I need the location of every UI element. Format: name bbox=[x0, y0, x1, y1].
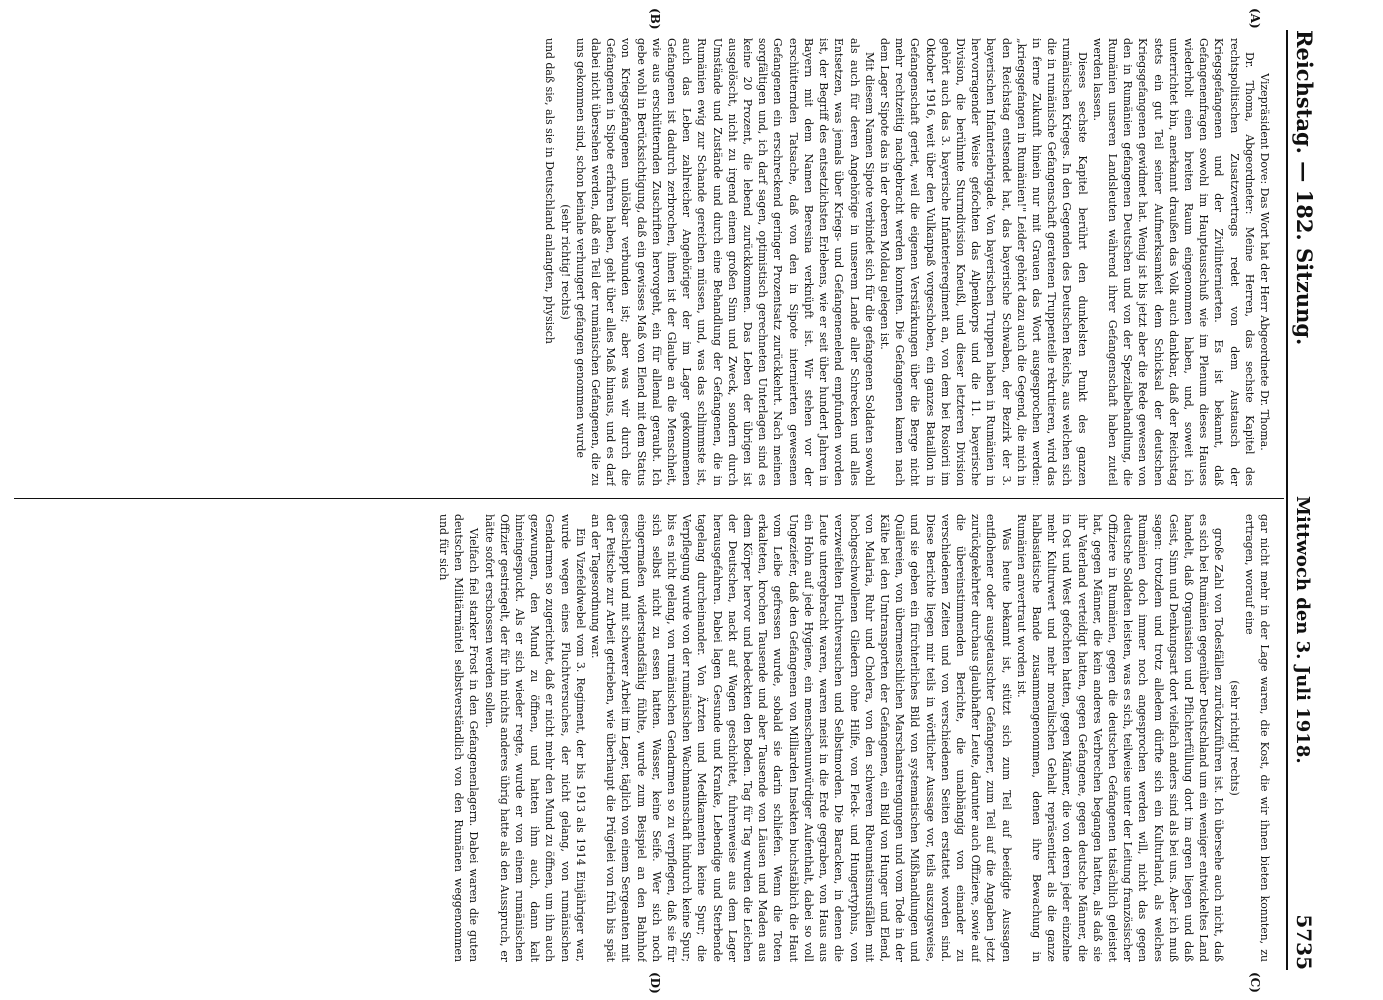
right-column bbox=[22, 514, 1272, 962]
paragraph: Dr. Thoma, Abgeordneter: Meine Herren, das sechste Kapitel des rechtspolitischen Zusatzvertrags redet von dem Austausch der Kriegsgefangenen und der Zivilinternierten. Es ist bekannt, daß Gefangenenfragen sowohl im Hauptausschuß wie im Plenum dieses Hauses wiederholt einen breiten Raum eingenommen haben, und, soweit ich unterrichtet bin, anerkannt draußen das Volk auch dankbar, daß der Reichstag stets ein gut Teil seiner Aufmerksamkeit dem Schicksal der deutschen Kriegsgefangenen gewidmet hat. Wenig ist bis jetzt aber die Rede gewesen von den in Rumänien gefangenen Deutschen und von der Spezialbehandlung, die Rumänien unseren Landsleuten während ihrer Gefangenschaft haben zuteil werden lassen. bbox=[1090, 38, 1256, 486]
paragraph: gar nicht mehr in der Lage waren, die Kost, die wir ihnen bieten konnten, zu ertragen, worauf eine bbox=[1242, 514, 1271, 962]
header-date: Mittwoch den 3. Juli 1918. bbox=[1292, 496, 1313, 764]
paragraph: Vielfach fiel starker Frost in den Gefangenenlagern. Dabei waren die guten deutschen Militärmäntel selbstverständlich von den Rumänen weggenommen und für sich bbox=[437, 514, 481, 962]
page-header bbox=[1286, 30, 1324, 970]
paragraph: Ein Vizefeldwebel vom 3. Regiment, der bis 1913 als 1914 Einjähriger war, wurde wegen eines Fluchtversuches, der nicht gelang, von rumänischen Gendarmen so zugerichtet, daß er nicht mehr den Mund zu öffnen, um ihn auch gezwungen, den Mund zu öffnen, und hatten ihm auch, dann kalt hineingespuckt. Als er sich wieder regte, wurde er von einem rumänischen Offizier gestriegelt, der für ihn nichts anderes übrig hatte als den Ausspruch, er hätte sofort erschossen werden sollen. bbox=[482, 514, 587, 962]
paragraph: Vizepräsident Dove: Das Wort hat der Herr Abgeordnete Dr. Thoma. bbox=[1258, 73, 1271, 451]
paragraph: (sehr richtig! rechts) bbox=[558, 204, 572, 320]
margin-marker-d: (D) bbox=[648, 972, 662, 994]
margin-marker-b: (B) bbox=[648, 8, 662, 30]
margin-marker-a: (A) bbox=[1248, 8, 1262, 29]
left-column bbox=[22, 38, 1272, 486]
paragraph: Was heute bekannt ist, stützt sich zum Teil auf beeidigte Aussagen entflohener oder ausgetauschter Gefangener, zum Teil auf die Angaben jetzt zurückgekehrter durchaus glaubhafter Leute, darunter auch Offiziere, sowie auf die übereinstimmenden Berichte, die unabhängig von einander zu verschiedenen Zeiten und von verschiedenen Seiten erstattet worden sind. Diese Berichte liegen mir teils in wörtlicher Aussage vor, teils auszugsweise, und sie geben ein fürchterliches Bild von systematischen Mißhandlungen und Quälereien, von übermenschlichen Marschanstrengungen und vom Tode in der Kälte bei den Umtransporten der Gefangenen, ein Bild von Hunger und Elend, von Malaria, Ruhr und Cholera, von den schweren Rheumatismusfällen mit hochgeschwollenen Gliedern ohne Hilfe, von Fleck- und Hungertyphus, von verzweifelten Fluchtversuchen und Selbstmorden. Die Baracken, in denen die Leute untergebracht waren, waren meist in die Erde gegraben, von Haus aus ein Hohn auf jede Hygiene, ein menschenunwürdiger Aufenthalt, dabei so voll Ungeziefer, daß den Gefangenen von Milliarden Insekten buchstäblich die Haut vom Leibe gefressen wurde, sobald sie darin schliefen. Wenn die Toten erkalteten, krochen Tausende und aber Tausende von Läusen und Maden aus dem Körper hervor und bedeckten den Boden. Tag für Tag wurden die Leichen der Deutschen, nackt auf Wagen geschichtet, fuhrenweise aus dem Lager herausgefahren. Dabei lagen Gesunde und Kranke, Lebendige und Sterbende tagelang durcheinander. Von Ärzten und Medikamenten keine Spur; die Verpflegung wurde von der rumänischen Wachmannschaft hindurch keine Spur; bis es nicht gelang, von rumänischen Gendarmen so zu verpflegen, daß sie für sich selbst nicht zu essen hatten. Wasser, keine Seife. Wer sich noch eingermaßen widerstandsfähig fühlte, wurde zum Beispiel an den Bahnhof geschleppt und mit schwerer Arbeit im Lager, täglich von einem Sergeanten mit der Peitsche zur Arbeit getrieben, wie überhaupt die Prügelei von früh bis spät an der Tagesordnung war. bbox=[589, 514, 1013, 962]
paragraph: große Zahl von Todesfällen zurückzuführen ist. Ich übersehe auch nicht, daß es sich bei Rumänien gegenüber Deutschland um ein weniger entwickeltes Land handelt, daß Organisation und Pflichterfüllung dort im argen liegen und daß Geist, Sinn und Denkungsart dort vielfach anders sind als bei uns. Aber ich muß sagen: trotzdem und trotz alledem dürfte sich ein Kulturland, als welches Rumänien doch immer noch angesprochen werden will, nicht das gegen deutsche Soldaten leisten, was es sich, teilweise unter der Leitung französischer Offiziere in Rumänien, gegen die deutschen Gefangenen tatsächlich geleistet hat, gegen Männer, die kein anderes Verbrechen begangen hatten, als daß sie ihr Vaterland verteidigt hatten, gegen Gefangene, gegen deutsche Männer, die in Ost und West gefochten hatten, gegen Männer, die von deren jeder einzelne mehr Kulturwert und mehr moralischen Gehalt repräsentiert als die ganze halbasiatische Bande zusammengenommen, denen ihre Bewachung in Rumänien anvertraut worden ist. bbox=[1014, 514, 1226, 962]
paragraph: Mit diesem Namen Sipote verbindet sich für die gefangenen Soldaten sowohl als auch für deren Angehörige in unserem Lande aller Schrecken und alles Entsetzen, was jemals über Kriegs- und Gefangenenelend empfunden worden ist, der Begriff des entsetzlichsten Erlebens, wie er seit über hundert Jahren in Bayern mit dem Namen Beresina verknüpft ist. Wir stehen vor der erschütternden Tatsache, daß von den in Sipote internierten gewesenen Gefangenen ein erschreckend geringer Prozentsatz zurückkehrt. Nach meinen sorgfältigen und, ich darf sagen, optimistisch gerechneten Unterlagen sind es keine 20 Prozent, die lebend zurückkommen. Das Leben der übrigen ist ausgelöscht, nicht zu irgend einem großen Sinn und Zweck, sondern durch Umstände und Zustände und durch eine Behandlung der Gefangenen, die in Rumänien ewig zur Schande gereichen müssen, und, was das schlimmste ist, auch das Leben zahlreicher Angehöriger der im Lager gekommenen Gefangenen ist dadurch zerbrochen, ihnen ist der Glaube an die Menschheit, wie aus erschütternden Zuschriften hervorgeht, ein für allemal geraubt. Ich gebe wohl in Berücksichtigung, daß ein gewisses Maß von Elend mit dem Status von Kriegsgefangenen unlösbar verbunden ist; aber was wir durch die Gefangenen in Sipote erfahren haben, geht über alles Maß hinaus, und es darf dabei nicht übersehen werden, daß ein Teil der rumänischen Gefangenen, die zu uns gekommen sind, schon beinahe verhungert gefangen genommen wurde bbox=[573, 38, 876, 486]
paragraph: und daß sie, als sie in Deutschland anlangten, physisch bbox=[543, 38, 557, 344]
paragraph: (sehr richtig! rechts) bbox=[1227, 680, 1241, 796]
column-divider bbox=[14, 498, 1284, 499]
margin-marker-c: (C) bbox=[1248, 972, 1262, 993]
page-number: 5735 bbox=[1292, 914, 1316, 970]
paragraph: Dieses sechste Kapitel berührt den dunkelsten Punkt des ganzen rumänischen Krieges. In den Gegenden des Deutschen Reichs, aus welchen sich die in rumänische Gefangenschaft geratenen Truppenteile rekrutieren, wird das in ferne Zukunft hinein nur mit Grauen das Wort ausgesprochen werden: „kriegsgefangen in Rumänien!" Leider gehört dazu auch die Gegend, die mich in den Reichstag entsendet hat, das bayerische Schwaben, der Bezirk der 3. bayerischen Infanteriebrigade. Von bayerischen Truppen haben in Rumänien in hervorragender Weise gefochten das Alpenkorps und die 11. bayerische Division, die berühmte Sturmdivision Kneußl, und dieser letzteren Division gehört auch das 3. bayerische Infanterieregiment an, von dem bei Rosiorii im Oktober 1916, weit über den Vulkanpaß vorgeschoben, ein ganzes Bataillon in Gefangenschaft geriet, weil die eigenen Verstärkungen über die Berge nicht mehr rechtzeitig nachgebracht werden konnten. Die Gefangenen kamen nach dem Lager Sipote das in der oberen Moldau gelegen ist. bbox=[877, 38, 1089, 486]
header-left: Reichstag. — 182. Sitzung. bbox=[1292, 30, 1317, 346]
